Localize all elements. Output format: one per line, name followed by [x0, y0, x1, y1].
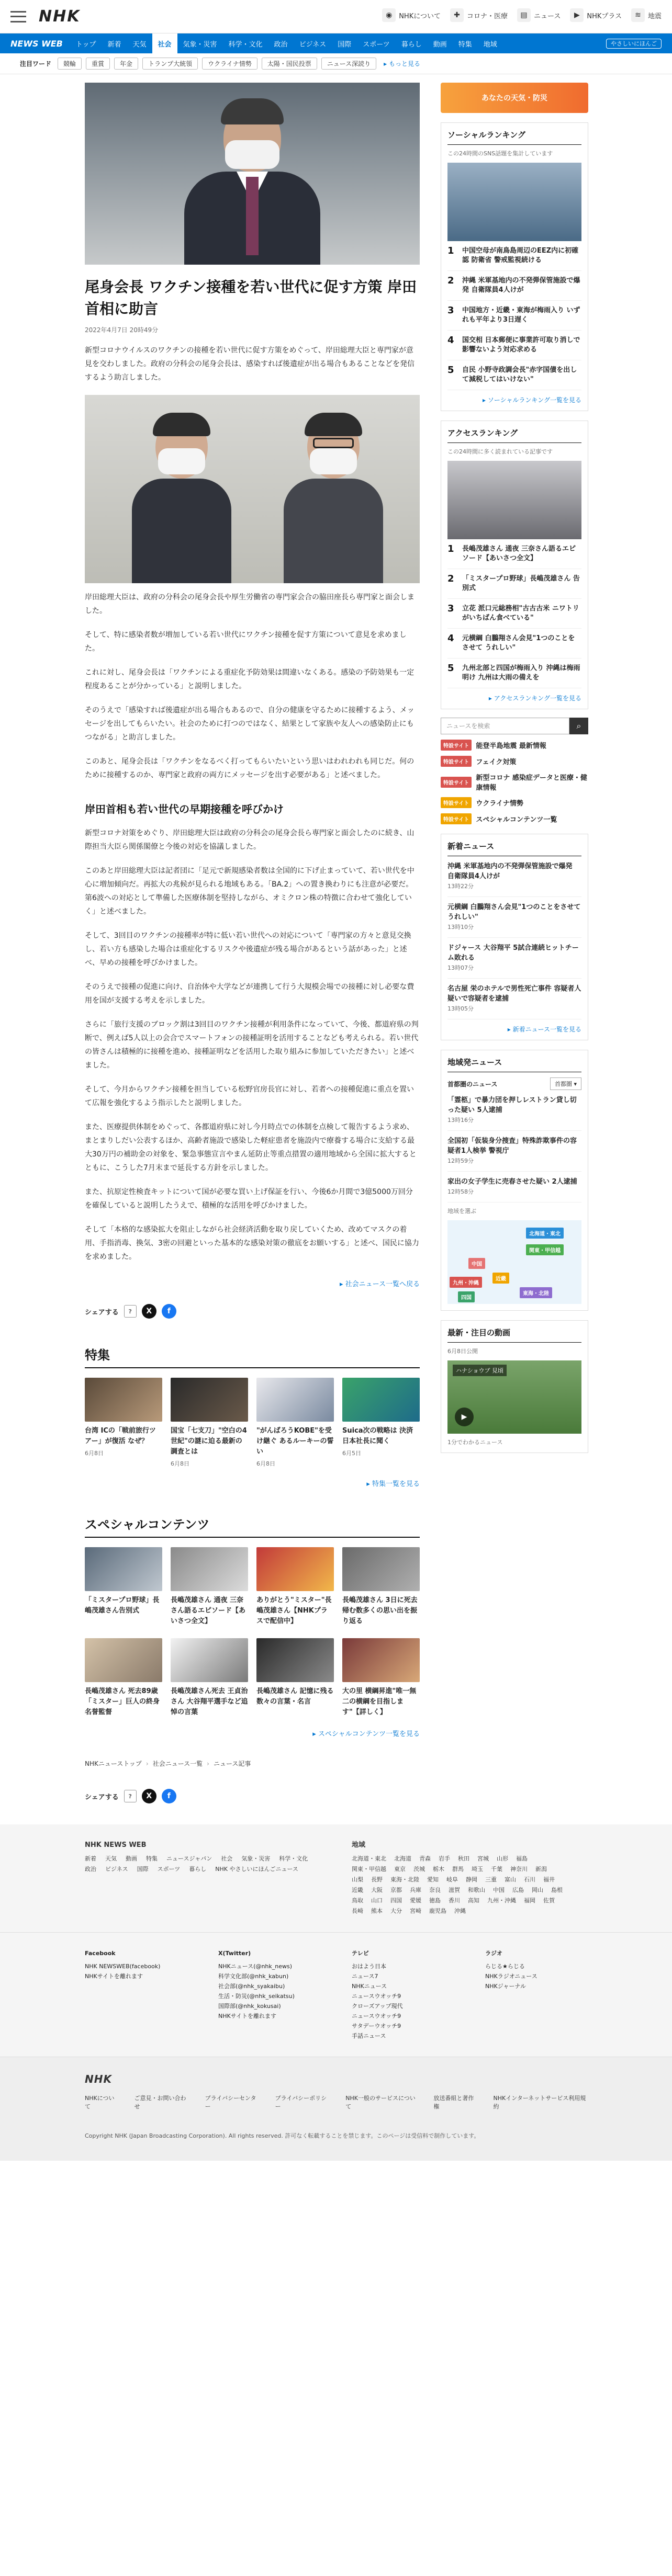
nav-item-disaster[interactable]: 気象・災害 — [183, 40, 217, 49]
special-card[interactable]: 長嶋茂雄さん 3日に死去 帰む数多くの思い出を振り返る — [342, 1547, 420, 1627]
medical-icon: ✚ — [450, 8, 464, 22]
article-subheading: 岸田首相も若い世代の早期接種を呼びかけ — [85, 803, 284, 815]
copyright: Copyright NHK (Japan Broadcasting Corporation). All rights reserved. 許可なく転載することを禁じます。このページは受信料で制作しています。 — [85, 2132, 480, 2139]
features-heading: 特集 — [85, 1345, 420, 1368]
header-link-corona[interactable]: ✚ コロナ・医療 — [450, 8, 508, 22]
search-input[interactable]: ニュースを検索 — [441, 718, 569, 734]
breadcrumb-item: ニュース記事 — [213, 1760, 251, 1767]
footer-region-link[interactable]: 奈良 — [429, 1887, 446, 1893]
footer-region-link[interactable]: 群馬 — [452, 1866, 469, 1873]
ranking-item[interactable]: 3 立花 派口元総務相"古古古米 ニワトリがいちばん食べている" — [447, 599, 581, 629]
news-web-brand[interactable]: NEWS WEB — [10, 38, 63, 49]
header-link-about[interactable]: ◉ NHKについて — [382, 8, 441, 22]
footer-region-link[interactable]: 和歌山 — [468, 1887, 491, 1893]
article-paragraph: このあと岸田総理大臣は記者団に「足元で新規感染者数は全国的に下げ止まっていて、若い世代を中心に増加傾向だ。再拡大の兆候が見られる地域もある。「BA.2」への置き換わりにも注意が必要だ。第6波への対応として準備した医療体制を堅持しながら、オミクロン株の特徴に合わせて強化していく」と述べました。 — [85, 867, 415, 916]
footer-region-link[interactable]: 山口 — [371, 1897, 388, 1904]
social-ranking-title: ソーシャルランキング — [447, 129, 581, 145]
news-search — [441, 718, 588, 734]
map-region[interactable]: 東海・北陸 — [520, 1287, 552, 1298]
features-grid — [85, 1378, 420, 1468]
plus-icon: ▶ — [570, 8, 584, 22]
footer-region-link[interactable]: 北海道 — [394, 1855, 417, 1862]
article-paragraph: そして「本格的な感染拡大を阻止しながら社会経済活動を取り戻していくため、改めてマスクの着用、手指消毒、換気、3密の回避といった基本的な感染対策の徹底をお願いする」と述べ、国民に協力を求めました。 — [85, 1225, 419, 1261]
share-help-icon[interactable]: ? — [124, 1790, 137, 1802]
video-thumbnail[interactable]: ハナショウブ 見頃 ▶ — [447, 1360, 581, 1434]
footer-sns-link[interactable]: NHKニュース — [352, 1983, 387, 1990]
header-link-news[interactable]: ▤ ニュース — [517, 8, 561, 22]
x-share-icon[interactable]: X — [142, 1304, 156, 1319]
footer-link[interactable]: NHK やさしいにほんごニュース — [215, 1866, 304, 1873]
footer-sns-group — [485, 1948, 587, 2041]
nav-item-video[interactable]: 動画 — [433, 40, 447, 49]
footer-region-link[interactable]: 香川 — [449, 1897, 466, 1904]
footer-region-link[interactable]: 宮城 — [477, 1855, 495, 1862]
ranking-item[interactable]: 3 中国地方・近畿・東海が梅雨入り いずれも平年より3日遅く — [447, 301, 581, 331]
special-card[interactable]: ありがとう"ミスター"長嶋茂雄さん【NHKプラスで配信中】 — [256, 1547, 334, 1627]
social-ranking — [441, 122, 588, 411]
footer-sns-group — [85, 1948, 187, 2041]
special-card[interactable]: 長嶋茂雄さん 通夜 三奈さん語るエピソード【あいさつ全文】 — [171, 1547, 248, 1627]
tags-more-link[interactable]: ▸ もっと見る — [384, 60, 421, 67]
footer-sns-group — [218, 1948, 320, 2041]
article-photo — [85, 395, 420, 583]
article-paragraph: そのうえで「感染すれば後遺症が出る場合もあるので、自分の健康を守るために接種するよう、メッセージを出してもらいたい。社会のために打つのではなく、結果として家族や友人への感染防止にもつながる」と助言しました。 — [85, 706, 415, 742]
footer-region-link[interactable]: 秋田 — [458, 1855, 475, 1862]
tag-item[interactable]: ニュース深読り — [321, 58, 376, 70]
feature-card[interactable]: 国宝「七支刀」"空白の4世紀"の謎に迫る最新の調査とは 6月8日 — [171, 1378, 248, 1468]
article-paragraph: このあと、尾身会長は「ワクチンをなるべく打ってもらいたいという思いはわれわれも同じだ。何のために接種するのか、専門家と政府の両方にメッセージを出す必要がある」と述べました。 — [85, 757, 415, 779]
footer-bottom-link[interactable]: ご意見・お問い合わせ — [134, 2095, 186, 2110]
promo-link[interactable]: 特設サイト フェイク対策 — [441, 756, 588, 767]
footer-link[interactable]: 気象・災害 — [241, 1855, 276, 1862]
social-ranking-more[interactable]: ▸ ソーシャルランキング一覧を見る — [482, 396, 581, 404]
article-paragraph: そのうえで接種の促進に向け、自治体や大学などが連携して行う大規模会場での接種に対し必要な費用を国が支援する考えを示しました。 — [85, 983, 415, 1005]
footer-regions: 地域 北海道・東北 北海道 青森 岩手 秋田 宮城 山形 福島 関東・甲信越 東京 茨城 栃木 群馬 埼玉 千葉 神奈川 新潟 山梨 長野 東海・北陸 愛知 岐阜 静岡 三重 富山 石川 福井 近畿 大阪 京都 兵庫 奈良 滋賀 和歌山 中国 広島 岡山 島根 鳥取 山口 四国 愛媛 徳島 香川 高知 九州・沖縄 福岡 佐賀 長崎 熊本 大分 宮崎 鹿児島 沖縄 — [352, 1840, 572, 1916]
special-card[interactable]: 大の里 横綱昇進"唯一無二の横綱を目指します"【詳しく】 — [342, 1638, 420, 1718]
footer-region-link[interactable]: 東海・北陸 — [390, 1876, 425, 1883]
footer-region-link[interactable]: 愛媛 — [410, 1897, 427, 1904]
footer-link[interactable]: 新着 — [85, 1855, 102, 1862]
tag-item[interactable]: ウクライナ情勢 — [202, 58, 257, 70]
easy-japanese-button[interactable]: やさしいにほんご — [606, 39, 662, 49]
region-map[interactable] — [447, 1220, 581, 1304]
footer-link[interactable]: ニュースジャパン — [166, 1855, 218, 1862]
nhk-logo[interactable]: NHK — [39, 7, 81, 26]
footer-link[interactable]: 特集 — [146, 1855, 163, 1862]
footer-region-link[interactable]: 熊本 — [371, 1908, 388, 1914]
footer-sns-link[interactable]: NHKサイトを離れます — [218, 2013, 276, 2019]
video-date: 6月8日公開 — [447, 1348, 478, 1355]
promo-link[interactable]: 特設サイト 能登半島地震 最新情報 — [441, 740, 588, 751]
featured-video — [441, 1320, 588, 1453]
footer-link[interactable]: 動画 — [126, 1855, 143, 1862]
regional-news — [441, 1050, 588, 1311]
ranking-item[interactable]: 5 自民 小野寺政調会長"赤字国債を出して減税してはいけない" — [447, 360, 581, 390]
footer-sns-link[interactable]: NHKジャーナル — [485, 1983, 526, 1990]
footer-sns-link[interactable]: ニュース7 — [352, 1973, 378, 1980]
trending-words — [0, 53, 672, 74]
footer-link[interactable]: ビジネス — [105, 1866, 134, 1873]
footer-link[interactable]: 政治 — [85, 1866, 102, 1873]
video-caption: 1分でわかるニュース — [447, 1439, 503, 1446]
footer-sections: NHK NEWS WEB 新着 天気 動画 特集 ニュースジャパン 社会 気象・災害 科学・文化 政治 ビジネス 国際 スポーツ 暮らし NHK やさしいにほんごニュース — [85, 1840, 320, 1916]
map-region[interactable]: 近畿 — [492, 1273, 509, 1284]
news-item[interactable]: 沖縄 米軍基地内の不発弾保管施設で爆発 自衛隊員4人けが 13時22分 — [447, 856, 581, 897]
article-date: 2022年4月7日 20時49分 — [85, 326, 159, 334]
footer-sns-link[interactable]: NHKサイトを離れます — [85, 1973, 143, 1980]
promo-link[interactable]: 特設サイト 新型コロナ 感染症データと医療・健康情報 — [441, 772, 588, 792]
footer-region-link[interactable]: 富山 — [505, 1876, 522, 1883]
social-ranking-caption: この24時間のSNS話題を集計しています — [447, 150, 553, 157]
map-region[interactable]: 北海道・東北 — [526, 1228, 564, 1239]
ranking-item[interactable]: 1 長嶋茂雄さん 通夜 三奈さん語るエピソード【あいさつ全文】 — [447, 539, 581, 569]
ranking-image[interactable] — [447, 461, 581, 539]
map-label: 地域を選ぶ — [447, 1208, 476, 1215]
footer-region-link[interactable]: 鹿児島 — [429, 1908, 452, 1914]
footer-region-link[interactable]: 岐阜 — [446, 1876, 464, 1883]
footer-sns-heading: ラジオ — [485, 1950, 502, 1957]
footer-sns-heading: Facebook — [85, 1950, 116, 1957]
nav-item-sports[interactable]: スポーツ — [363, 40, 390, 49]
footer-sns-link[interactable]: ニュースウオッチ9 — [352, 2013, 401, 2019]
footer-bottom-link[interactable]: プライバシーセンター — [205, 2095, 256, 2110]
footer-bottom — [0, 2057, 672, 2161]
map-region[interactable]: 九州・沖縄 — [450, 1277, 482, 1288]
footer-region-link[interactable]: 岩手 — [439, 1855, 456, 1862]
article-paragraph: さらに「旅行支援のブロック割は3回目のワクチン接種が利用条件になっていて、今後、都道府県の判断で、例えば5人以上の会合でスマートフォンの接種証明を活用することなども考えられる。若い世代の皆さんは積極的に接種を進め、接種証明などを活用した取り組みに参加していただきたい」と述べました。 — [85, 1020, 419, 1070]
footer-region-link[interactable]: 山形 — [497, 1855, 514, 1862]
nav-item-business[interactable]: ビジネス — [299, 40, 327, 49]
share-label: シェアする — [85, 1793, 119, 1801]
special-more-link[interactable]: ▸ スペシャルコンテンツ一覧を見る — [312, 1730, 420, 1738]
menu-icon[interactable] — [10, 11, 26, 22]
footer-sns-link[interactable]: らじる★らじる — [485, 1963, 525, 1970]
play-icon[interactable]: ▶ — [455, 1408, 474, 1426]
footer-region-link[interactable]: 福岡 — [524, 1897, 541, 1904]
share-bar-bottom — [85, 1789, 420, 1803]
footer-region-link[interactable]: 茨城 — [413, 1866, 431, 1873]
earthquake-icon: ≋ — [631, 8, 645, 22]
article-paragraph: また、抗原定性検査キットについて国が必要な買い上げ保証を行い、今後6か月間で3億5000万回分を確保していると説明したうえで、積極的な活用を呼びかけました。 — [85, 1188, 413, 1210]
share-bar — [85, 1304, 420, 1319]
footer-link[interactable]: 国際 — [137, 1866, 154, 1873]
footer-region-link[interactable]: 広島 — [512, 1887, 530, 1893]
special-card[interactable]: 「ミスタープロ野球」長嶋茂雄さん告別式 — [85, 1547, 162, 1627]
header-links — [382, 8, 662, 22]
facebook-share-icon[interactable]: f — [162, 1789, 176, 1803]
footer-bottom-link[interactable]: 放送番組と著作権 — [433, 2095, 474, 2110]
footer-region-link[interactable]: 沖縄 — [454, 1908, 472, 1914]
facebook-share-icon[interactable]: f — [162, 1304, 176, 1319]
video-title: 最新・注目の動画 — [447, 1327, 581, 1343]
share-help-icon[interactable]: ? — [124, 1305, 137, 1318]
article-paragraph: 岸田総理大臣は、政府の分科会の尾身会長や厚生労働省の専門家会合の脇田座長ら専門家と面会しました。 — [85, 593, 415, 615]
nav-item-new[interactable]: 新着 — [107, 40, 121, 49]
footer-region-link[interactable]: 新潟 — [535, 1866, 553, 1873]
footer-sns-link[interactable]: NHK NEWSWEB(facebook) — [85, 1963, 161, 1970]
news-item[interactable]: 「霊柩」で暴力団を押しレストラン貸し切った疑い 5人逮捕 13時16分 — [447, 1090, 581, 1131]
news-item[interactable]: 家出の女子学生に売春させた疑い 2人逮捕 12時58分 — [447, 1172, 581, 1202]
top-bar — [0, 0, 672, 33]
footer-region-link[interactable]: 関東・甲信越 — [352, 1866, 392, 1873]
news-item[interactable]: 名古屋 栄のホテルで男性死亡事件 容疑者人疑いで容疑者を逮捕 13時05分 — [447, 979, 581, 1019]
footer-region-link[interactable]: 東京 — [394, 1866, 411, 1873]
breadcrumb-item[interactable]: 社会ニュース一覧 — [152, 1760, 203, 1767]
footer-region-link[interactable]: 徳島 — [429, 1897, 446, 1904]
news-item[interactable]: ドジャース 大谷翔平 5試合連続ヒットチーム敗れる 13時07分 — [447, 938, 581, 979]
footer-sns-link[interactable]: クローズアップ現代 — [352, 2003, 403, 2010]
promo-link[interactable]: 特設サイト ウクライナ情勢 — [441, 797, 588, 808]
nav-item-politics[interactable]: 政治 — [274, 40, 288, 49]
nav-item-weather[interactable]: 天気 — [132, 40, 147, 49]
tag-item[interactable]: 重賞 — [86, 58, 110, 70]
footer-link[interactable]: 社会 — [221, 1855, 239, 1862]
footer-region-link[interactable]: 九州・沖縄 — [487, 1897, 522, 1904]
trending-label: 注目ワード — [20, 60, 52, 67]
footer-region-link[interactable]: 青森 — [419, 1855, 436, 1862]
footer-sns-link[interactable]: ニュースウオッチ9 — [352, 1993, 401, 2000]
footer-sns-link[interactable]: NHKラジオニュース — [485, 1973, 537, 1980]
footer-link[interactable]: 天気 — [105, 1855, 122, 1862]
breadcrumb-item[interactable]: NHKニューストップ — [85, 1760, 142, 1767]
tag-item[interactable]: トランプ大統領 — [142, 58, 198, 70]
x-share-icon[interactable]: X — [142, 1789, 156, 1803]
latest-news — [441, 834, 588, 1040]
footer-region-link[interactable]: 宮崎 — [410, 1908, 427, 1914]
footer-sns-link[interactable]: 国際部(@nhk_kokusai) — [218, 2003, 281, 2010]
footer-sns-heading: X(Twitter) — [218, 1950, 251, 1957]
article-title: 尾身会長 ワクチン接種を若い世代に促す方策 岸田首相に助言 — [85, 278, 417, 317]
footer-link[interactable]: 科学・文化 — [279, 1855, 314, 1862]
article-paragraph: また、医療提供体制をめぐって、各都道府県に対し今月時点での体制を点検して報告するよう求め、まとまりしだい公表するほか、高齢者施設で感染した軽症患者を施設内で療養する場合に支給する最大30万円の補助金の対象を、緊急事態宣言やまん延防止等重点措置の適用地域から全国に拡大するとともに、こうした7月末まで延長する方針を示しました。 — [85, 1123, 417, 1172]
footer-link[interactable]: スポーツ — [157, 1866, 186, 1873]
ranking-item[interactable]: 4 元横綱 白鵬翔さん会見"1つのことをさせて うれしい" — [447, 629, 581, 659]
article-paragraph: これに対し、尾身会長は「ワクチンによる重症化予防効果は間違いなくある。感染の予防効果も一定程度あることが分かっている」と説明しました。 — [85, 668, 415, 690]
tag-item[interactable]: 年金 — [114, 58, 138, 70]
main-nav — [0, 33, 672, 53]
map-region[interactable]: 中国 — [468, 1258, 485, 1269]
weather-banner[interactable]: あなたの天気・防災 — [441, 83, 588, 113]
region-label: 首都圏のニュース — [447, 1080, 498, 1088]
feature-card[interactable]: Suica次の戦略は 決済日本社長に聞く 6月5日 — [342, 1378, 420, 1468]
map-region[interactable]: 関東・甲信越 — [526, 1244, 564, 1255]
header-link-earthquake[interactable]: ≋ 地震 — [631, 8, 662, 22]
footer-region-link[interactable]: 栃木 — [433, 1866, 450, 1873]
footer-region-link[interactable]: 兵庫 — [410, 1887, 427, 1893]
footer-bottom-link[interactable]: NHKインターネットサービス利用規約 — [493, 2095, 586, 2110]
map-region[interactable]: 四国 — [458, 1291, 475, 1302]
article-column — [85, 83, 420, 1803]
footer-region-link[interactable]: 佐賀 — [543, 1897, 561, 1904]
footer-region-link[interactable]: 岡山 — [532, 1887, 549, 1893]
footer-region-link[interactable]: 千葉 — [491, 1866, 508, 1873]
article-lead: 新型コロナウイルスのワクチンの接種を若い世代に促す方策をめぐって、岸田総理大臣と専門家が意見を交わしました。政府の分科会の尾身会長は、感染すれば後遺症が出る場合もあることなどを発信するよう助言しました。 — [85, 346, 415, 382]
footer-region-link[interactable]: 福井 — [543, 1876, 561, 1883]
footer-region-link[interactable]: 埼玉 — [472, 1866, 489, 1873]
nav-item-life[interactable]: 暮らし — [401, 40, 422, 49]
access-ranking-title: アクセスランキング — [447, 427, 581, 443]
footer-region-link[interactable]: 大分 — [390, 1908, 408, 1914]
sidebar — [441, 83, 588, 1803]
features-more-link[interactable]: ▸ 特集一覧を見る — [366, 1480, 420, 1488]
nhk-icon: ◉ — [382, 8, 396, 22]
footer-bottom-link[interactable]: NHKについて — [85, 2095, 115, 2110]
promo-link[interactable]: 特設サイト スペシャルコンテンツ一覧 — [441, 813, 588, 824]
nav-item-society[interactable]: 社会 — [152, 33, 177, 53]
footer-bottom-link[interactable]: プライバシーポリシー — [275, 2095, 327, 2110]
footer-bottom-link[interactable]: NHK一般のサービスについて — [345, 2095, 416, 2110]
article-paragraph: そして、3回目のワクチンの接種率が特に低い若い世代への対応について「専門家の方々と意見交換し、若い方も感染した場合は重症化するリスクや後遺症が残る場合があるという話があった」と述べ、早めの接種を呼びかけました。 — [85, 932, 411, 967]
footer-region-link[interactable]: 三重 — [485, 1876, 502, 1883]
footer-logo[interactable]: NHK — [85, 2073, 112, 2085]
ranking-image[interactable] — [447, 163, 581, 241]
footer-sns-link[interactable]: 社会部(@nhk_syakaibu) — [218, 1983, 285, 1990]
nav-item-feature[interactable]: 特集 — [458, 40, 472, 49]
special-card[interactable]: 長嶋茂雄さん死去 王貞治さん 大谷翔平選手など追悼の言葉 — [171, 1638, 248, 1718]
footer-sns-link[interactable]: 科学文化部(@nhk_kabun) — [218, 1973, 289, 1980]
nav-item-top[interactable]: トップ — [75, 40, 96, 49]
tag-item[interactable]: 競輪 — [58, 58, 82, 70]
footer-region-link[interactable]: 近畿 — [352, 1887, 369, 1893]
header-link-plus[interactable]: ▶ NHKプラス — [570, 8, 622, 22]
footer-sns-link[interactable]: NHKニュース(@nhk_news) — [218, 1963, 293, 1970]
latest-news-more[interactable]: ▸ 新着ニュース一覧を見る — [507, 1026, 581, 1033]
footer-region-link[interactable]: 中国 — [493, 1887, 510, 1893]
access-ranking-more[interactable]: ▸ アクセスランキング一覧を見る — [488, 695, 581, 702]
breadcrumb: NHKニューストップ › 社会ニュース一覧 › ニュース記事 — [85, 1760, 251, 1767]
article-paragraph: そして、特に感染者数が増加している若い世代にワクチン接種を促す方策について意見を求めました。 — [85, 631, 407, 653]
footer-sns-link[interactable]: 手話ニュース — [352, 2033, 386, 2039]
news-item[interactable]: 全国初「仮装身分捜査」特殊詐欺事件の容疑者1人検挙 警視庁 12時59分 — [447, 1131, 581, 1172]
footer-link[interactable]: 暮らし — [189, 1866, 212, 1873]
hero-image — [85, 83, 420, 265]
access-ranking-caption: この24時間に多く読まれている記事です — [447, 448, 553, 455]
share-label: シェアする — [85, 1308, 119, 1317]
footer-region-link[interactable]: 愛知 — [427, 1876, 444, 1883]
footer-region-link[interactable]: 山梨 — [352, 1876, 369, 1883]
feature-card[interactable]: "がんばろうKOBE"を受け継ぐ あるルーキーの誓い 6月8日 — [256, 1378, 334, 1468]
news-item[interactable]: 元横綱 白鵬翔さん会見"1つのことをさせてうれしい" 13時10分 — [447, 897, 581, 938]
footer-region-link[interactable]: 四国 — [390, 1897, 408, 1904]
footer-region-link[interactable]: 福島 — [516, 1855, 533, 1862]
nav-item-region[interactable]: 地域 — [483, 40, 497, 49]
footer-sns-link[interactable]: 生活・防災(@nhk_seikatsu) — [218, 1993, 295, 2000]
nav-item-science[interactable]: 科学・文化 — [228, 40, 263, 49]
ranking-item[interactable]: 4 国交相 日本郵便に事業許可取り消しで影響ないよう対応求める — [447, 331, 581, 360]
footer-region-link[interactable]: 神奈川 — [510, 1866, 533, 1873]
footer-region-link[interactable]: 滋賀 — [449, 1887, 466, 1893]
latest-news-title: 新着ニュース — [447, 841, 581, 856]
ranking-item[interactable]: 2 沖縄 米軍基地内の不発弾保管施設で爆発 自衛隊員4人けが — [447, 271, 581, 301]
footer-sns-link[interactable]: サタデーウオッチ9 — [352, 2023, 401, 2029]
footer-region-link[interactable]: 石川 — [524, 1876, 541, 1883]
footer-region-link[interactable]: 島根 — [551, 1887, 568, 1893]
tag-item[interactable]: 太陽・国民投票 — [262, 58, 317, 70]
footer-region-link[interactable]: 長野 — [371, 1876, 388, 1883]
footer-region-link[interactable]: 長崎 — [352, 1908, 369, 1914]
article-paragraph: そして、今月からワクチン接種を担当している松野官房長官に対し、若者への接種促進に重点を置いて広報を強化するよう指示したと説明しました。 — [85, 1085, 415, 1107]
access-ranking — [441, 421, 588, 709]
footer-region-link[interactable]: 鳥取 — [352, 1897, 369, 1904]
region-select[interactable]: 首都圏 ▾ — [550, 1077, 581, 1090]
ranking-item[interactable]: 2 「ミスタープロ野球」長嶋茂雄さん 告別式 — [447, 569, 581, 599]
footer-sns — [0, 1932, 672, 2057]
footer — [0, 1824, 672, 1932]
nav-item-international[interactable]: 国際 — [338, 40, 352, 49]
special-grid — [85, 1547, 420, 1718]
footer-region-link[interactable]: 高知 — [468, 1897, 485, 1904]
special-card[interactable]: 長嶋茂雄さん 記憶に残る数々の言葉・名言 — [256, 1638, 334, 1718]
special-card[interactable]: 長嶋茂雄さん 死去89歳「ミスター」巨人の終身名誉監督 — [85, 1638, 162, 1718]
ranking-item[interactable]: 1 中国空母が南鳥島周辺のEEZ内に初確認 防衛省 警戒監視続ける — [447, 241, 581, 271]
feature-card[interactable]: 台湾 ICの「戦前旅行ツアー」が復活 なぜ？ 6月8日 — [85, 1378, 162, 1468]
back-to-list-link[interactable]: ▸ 社会ニュース一覧へ戻る — [339, 1280, 420, 1288]
footer-sns-heading: テレビ — [352, 1950, 369, 1957]
regional-news-title: 地域発ニュース — [447, 1057, 581, 1072]
footer-region-link[interactable]: 静岡 — [466, 1876, 483, 1883]
search-icon[interactable]: ⌕ — [569, 718, 588, 734]
footer-region-link[interactable]: 京都 — [390, 1887, 408, 1893]
ranking-item[interactable]: 5 九州北部と四国が梅雨入り 沖縄は梅雨明け 九州は大雨の備えを — [447, 659, 581, 688]
article-paragraph: 新型コロナ対策をめぐり、岸田総理大臣は政府の分科会の尾身会長ら専門家と面会したのに続き、山際担当大臣ら関係閣僚と今後の対応を協議しました。 — [85, 829, 415, 851]
footer-region-link[interactable]: 大阪 — [371, 1887, 388, 1893]
footer-sns-group — [352, 1948, 454, 2041]
footer-sns-link[interactable]: おはよう日本 — [352, 1963, 386, 1970]
special-heading: スペシャルコンテンツ — [85, 1514, 420, 1538]
promo-links — [441, 740, 588, 824]
news-icon: ▤ — [517, 8, 531, 22]
footer-region-link[interactable]: 北海道・東北 — [352, 1855, 392, 1862]
